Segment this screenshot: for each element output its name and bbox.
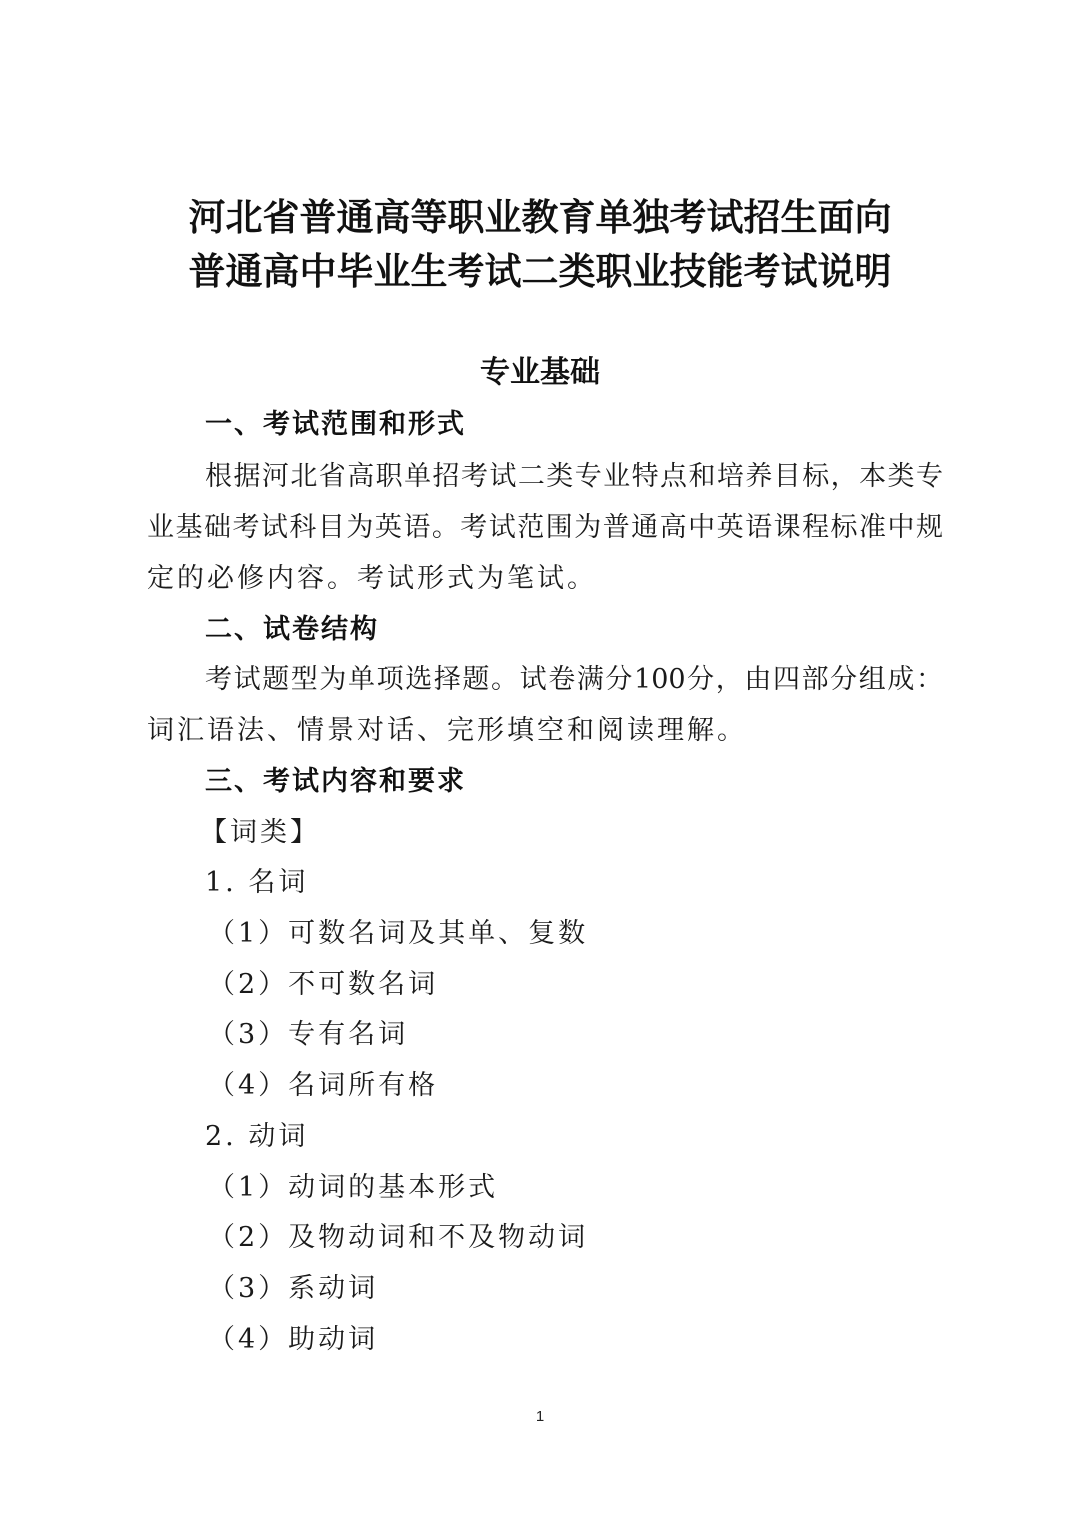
list-item: （1）可数名词及其单、复数	[208, 918, 589, 949]
paragraph-line: 词汇语法、情景对话、完形填空和阅读理解。	[147, 715, 747, 746]
section-heading-content: 三、考试内容和要求	[205, 766, 466, 797]
list-item: （2）及物动词和不及物动词	[208, 1222, 589, 1253]
document-title-line-2: 普通高中毕业生考试二类职业技能考试说明	[188, 249, 892, 293]
section-heading-scope: 一、考试范围和形式	[205, 409, 466, 440]
page-number: 1	[535, 1408, 545, 1425]
section-subtitle: 专业基础	[480, 355, 600, 390]
list-item: （2）不可数名词	[208, 969, 439, 1000]
group-label-verbs: 2. 动词	[205, 1121, 309, 1152]
list-item: （4）名词所有格	[208, 1070, 439, 1101]
paragraph-line: 根据河北省高职单招考试二类专业特点和培养目标，本类专	[205, 461, 943, 492]
section-heading-structure: 二、试卷结构	[205, 614, 379, 645]
group-label-nouns: 1. 名词	[205, 867, 309, 898]
list-item: （4）助动词	[208, 1324, 379, 1355]
list-item: （3）系动词	[208, 1273, 379, 1304]
document-title-line-1: 河北省普通高等职业教育单独考试招生面向	[188, 195, 892, 239]
list-item: （1）动词的基本形式	[208, 1172, 499, 1203]
category-label: 【词类】	[200, 817, 320, 848]
paragraph-line: 考试题型为单项选择题。试卷满分100分，由四部分组成：	[205, 664, 943, 695]
paragraph-line: 定的必修内容。考试形式为笔试。	[147, 563, 597, 594]
list-item: （3）专有名词	[208, 1019, 409, 1050]
paragraph-line: 业基础考试科目为英语。考试范围为普通高中英语课程标准中规	[147, 512, 943, 543]
